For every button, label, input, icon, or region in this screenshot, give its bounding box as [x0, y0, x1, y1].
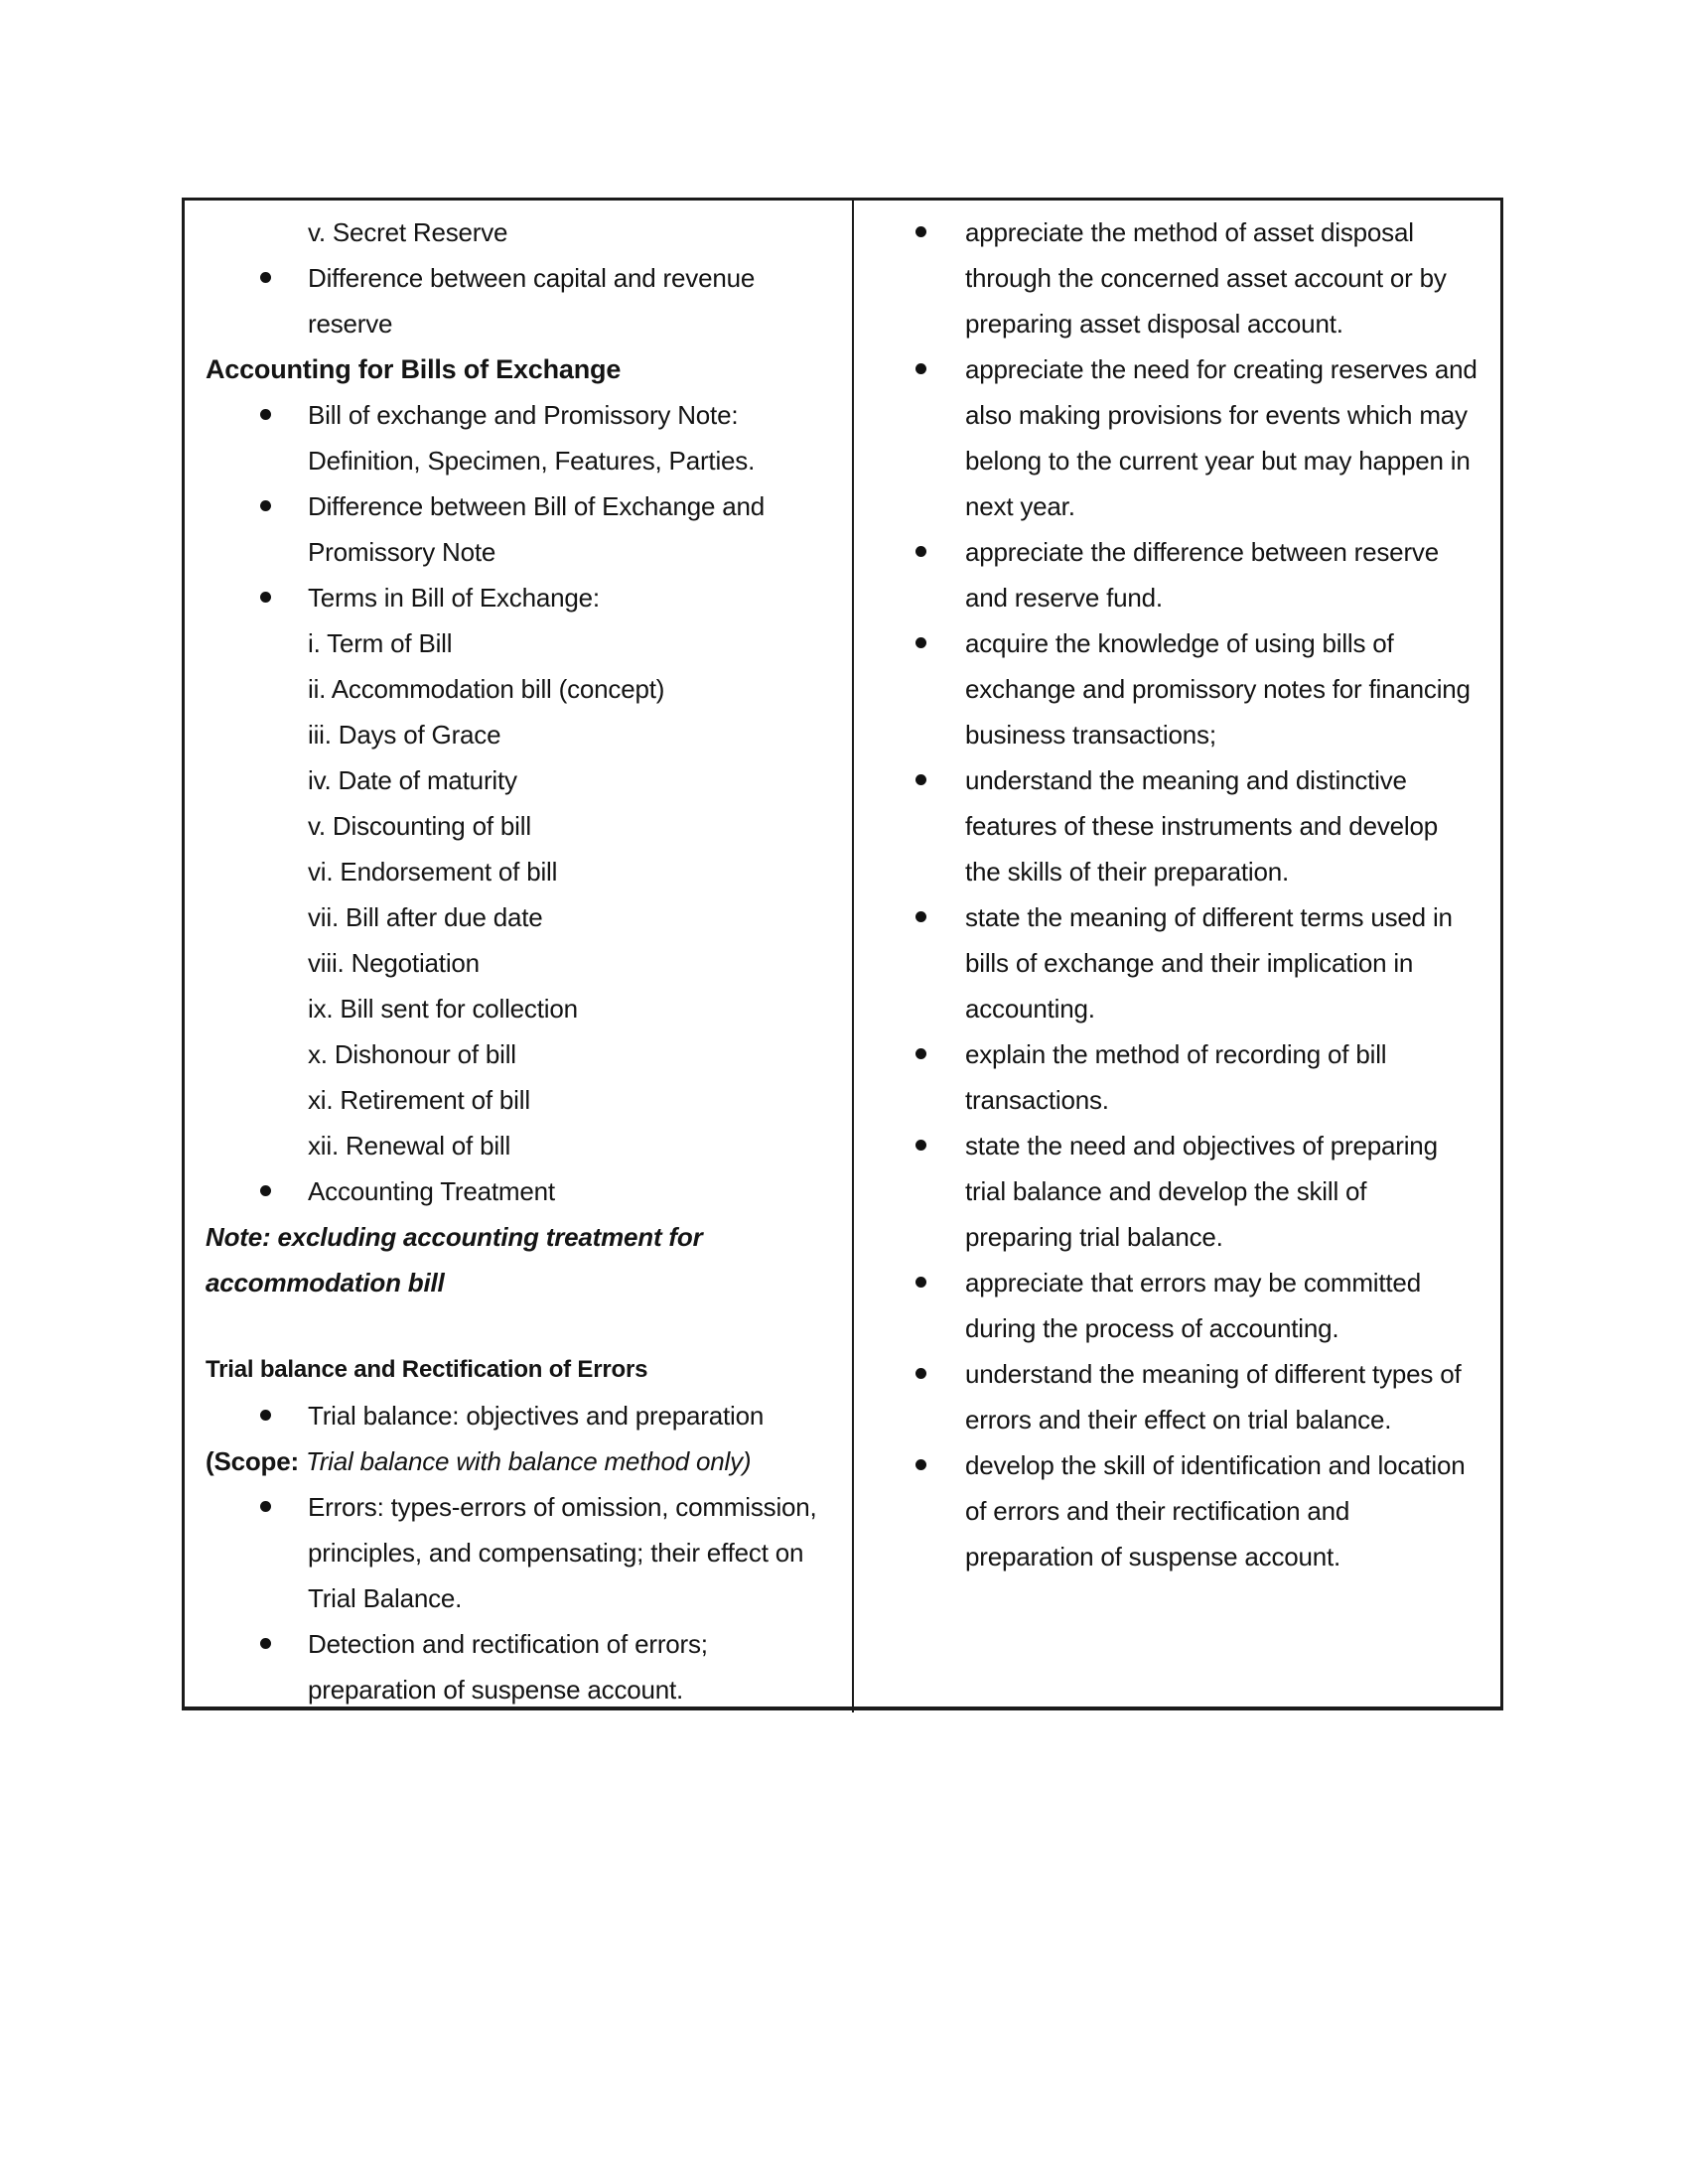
text-line: vi. Endorsement of bill: [308, 857, 558, 887]
text-line: Note: excluding accounting treatment for: [206, 1222, 703, 1252]
syllabus-table: [182, 198, 1503, 1710]
bullet-icon: [260, 409, 271, 420]
bullet-icon: [260, 500, 271, 511]
text-line: accounting.: [965, 994, 1095, 1024]
bullet-icon: [915, 226, 926, 237]
bullet-icon: [260, 272, 271, 283]
text-line: during the process of accounting.: [965, 1313, 1339, 1343]
text-line: Trial Balance.: [308, 1583, 463, 1613]
bullet-icon: [260, 1638, 271, 1649]
table-cell-content: [185, 201, 852, 1712]
section-heading: [185, 346, 852, 392]
roman-list-block: [185, 209, 852, 255]
text-line: viii. Negotiation: [308, 948, 480, 978]
text-run: Trial balance with balance method only: [305, 1446, 743, 1476]
bullet-list-item: [185, 483, 852, 575]
text-line: features of these instruments and develop: [965, 811, 1438, 841]
bullet-list-item: [854, 209, 1500, 346]
text-line: vii. Bill after due date: [308, 902, 543, 932]
bullet-icon: [915, 1277, 926, 1288]
bullet-list-item: [185, 575, 852, 620]
text-line: xii. Renewal of bill: [308, 1131, 511, 1160]
text-line: i. Term of Bill: [308, 628, 453, 658]
text-line: Trial balance and Rectification of Errors: [206, 1356, 648, 1383]
text-line: Terms in Bill of Exchange:: [308, 583, 600, 613]
text-line: next year.: [965, 491, 1075, 521]
text-line: Accounting for Bills of Exchange: [206, 354, 622, 384]
text-line: understand the meaning and distinctive: [965, 765, 1407, 795]
bullet-list-item: [185, 255, 852, 346]
bullet-list-item: [854, 529, 1500, 620]
text-line: exchange and promissory notes for financing: [965, 674, 1471, 704]
text-line: Bill of exchange and Promissory Note:: [308, 400, 739, 430]
spacer: [185, 1305, 852, 1347]
text-line: v. Discounting of bill: [308, 811, 531, 841]
bullet-list-item: [854, 894, 1500, 1031]
text-line: also making provisions for events which may: [965, 400, 1468, 430]
text-line: develop the skill of identification and location: [965, 1450, 1466, 1480]
text-line: Trial balance: objectives and preparation: [308, 1401, 765, 1431]
bullet-icon: [915, 774, 926, 785]
bullet-icon: [915, 1048, 926, 1059]
bullet-icon: [915, 363, 926, 374]
text-line: ii. Accommodation bill (concept): [308, 674, 665, 704]
text-line: appreciate the difference between reserve: [965, 537, 1439, 567]
text-line: belong to the current year but may happen in: [965, 446, 1471, 476]
roman-list-block: [185, 620, 852, 1168]
text-line: transactions.: [965, 1085, 1109, 1115]
table-cell-objectives: [852, 201, 1500, 1712]
text-line: v. Secret Reserve: [308, 217, 508, 247]
bullet-icon: [260, 1185, 271, 1196]
bullet-icon: [915, 1459, 926, 1470]
text-line: of errors and their rectification and: [965, 1496, 1350, 1526]
bullet-list-item: [854, 1123, 1500, 1260]
text-line: iv. Date of maturity: [308, 765, 517, 795]
note-text: [185, 1214, 852, 1305]
bullet-icon: [260, 1410, 271, 1421]
text-line: business transactions;: [965, 720, 1216, 750]
bullet-icon: [915, 911, 926, 922]
text-line: Accounting Treatment: [308, 1176, 555, 1206]
bullet-list-item: [185, 1621, 852, 1712]
text-line: preparation of suspense account.: [308, 1675, 684, 1705]
text-line: [206, 1438, 852, 1484]
text-line: ix. Bill sent for collection: [308, 994, 578, 1024]
text-line: acquire the knowledge of using bills of: [965, 628, 1394, 658]
text-line: trial balance and develop the skill of: [965, 1176, 1367, 1206]
text-line: Promissory Note: [308, 537, 496, 567]
text-line: explain the method of recording of bill: [965, 1039, 1387, 1069]
bullet-list-item: [854, 757, 1500, 894]
text-line: errors and their effect on trial balance.: [965, 1405, 1392, 1434]
bullet-icon: [260, 1501, 271, 1512]
text-line: appreciate the need for creating reserves and: [965, 354, 1477, 384]
text-line: understand the meaning of different types of: [965, 1359, 1462, 1389]
text-line: state the meaning of different terms used in: [965, 902, 1453, 932]
scope-text: [185, 1438, 852, 1484]
bullet-list-item: [854, 1442, 1500, 1579]
text-line: bills of exchange and their implication in: [965, 948, 1414, 978]
bullet-list-item: [854, 1031, 1500, 1123]
text-line: the skills of their preparation.: [965, 857, 1289, 887]
text-line: Errors: types-errors of omission, commission,: [308, 1492, 817, 1522]
bullet-icon: [915, 637, 926, 648]
text-line: preparation of suspense account.: [965, 1542, 1341, 1571]
bullet-list-item: [185, 1168, 852, 1214]
text-line: preparing asset disposal account.: [965, 309, 1343, 339]
text-line: Detection and rectification of errors;: [308, 1629, 708, 1659]
bullet-list-item: [185, 1484, 852, 1621]
text-line: appreciate that errors may be committed: [965, 1268, 1421, 1297]
text-line: and reserve fund.: [965, 583, 1163, 613]
text-line: Difference between Bill of Exchange and: [308, 491, 766, 521]
bullet-icon: [915, 1140, 926, 1151]
text-line: preparing trial balance.: [965, 1222, 1223, 1252]
bullet-list-item: [854, 620, 1500, 757]
text-line: xi. Retirement of bill: [308, 1085, 530, 1115]
bullet-list-item: [185, 1393, 852, 1438]
text-line: Definition, Specimen, Features, Parties.: [308, 446, 756, 476]
bullet-list-item: [854, 1351, 1500, 1442]
text-line: Difference between capital and revenue: [308, 263, 756, 293]
bullet-list-item: [854, 346, 1500, 529]
text-line: state the need and objectives of preparing: [965, 1131, 1438, 1160]
text-run: ): [742, 1446, 752, 1476]
text-line: reserve: [308, 309, 393, 339]
text-line: iii. Days of Grace: [308, 720, 501, 750]
text-run: (Scope:: [206, 1446, 306, 1476]
bullet-icon: [915, 1368, 926, 1379]
bullet-icon: [260, 592, 271, 603]
text-line: through the concerned asset account or by: [965, 263, 1447, 293]
bullet-icon: [915, 546, 926, 557]
bullet-list-item: [854, 1260, 1500, 1351]
text-line: principles, and compensating; their effect on: [308, 1538, 804, 1568]
text-line: appreciate the method of asset disposal: [965, 217, 1414, 247]
bullet-list-item: [185, 392, 852, 483]
text-line: x. Dishonour of bill: [308, 1039, 516, 1069]
text-line: accommodation bill: [206, 1268, 445, 1297]
sub-section-heading: [185, 1347, 852, 1393]
